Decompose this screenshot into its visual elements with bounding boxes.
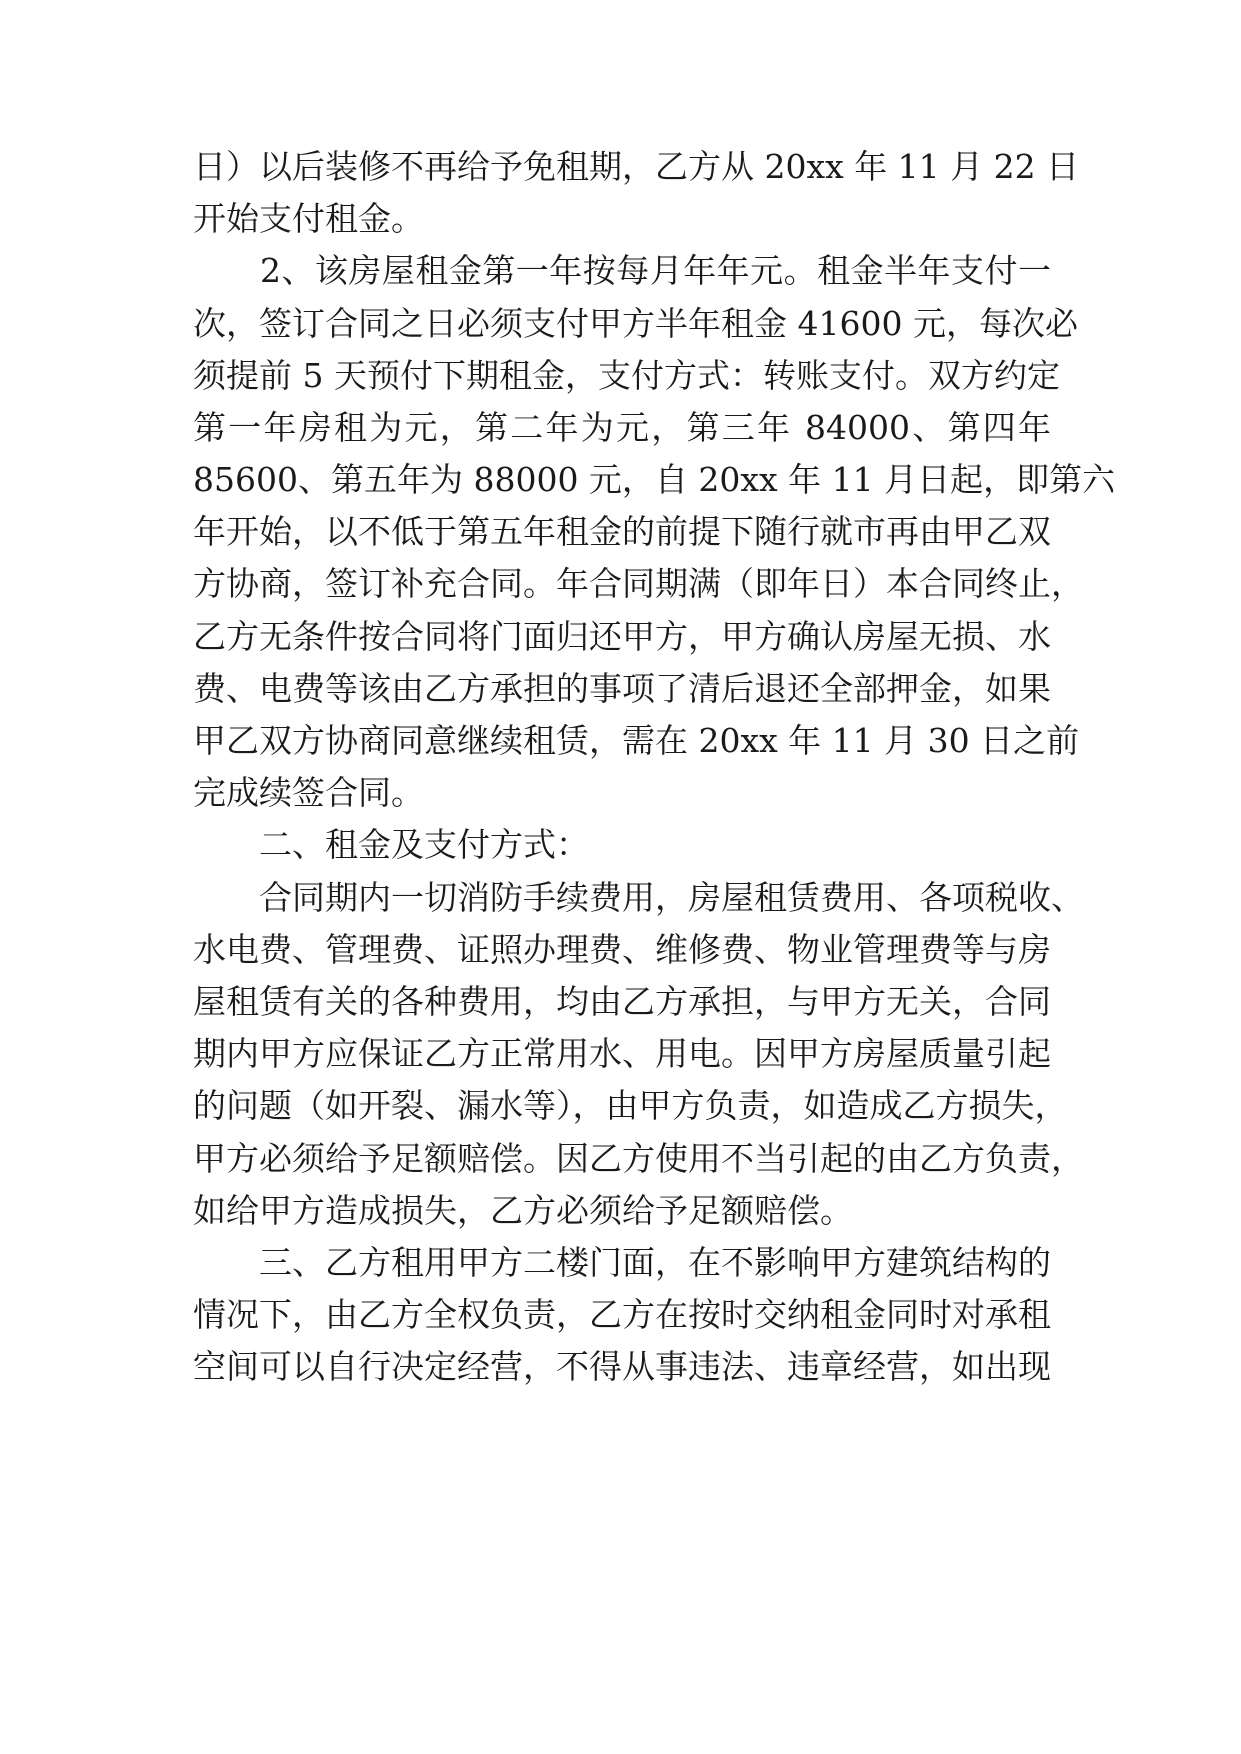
section-heading: 二、租金及支付方式： [193, 825, 589, 864]
text-line: 甲乙双方协商同意继续租赁，需在 20xx 年 11 月 30 日之前 [193, 721, 1080, 760]
text-line: 开始支付租金。 [193, 199, 424, 238]
text-line: 85600、第五年为 88000 元，自 20xx 年 11 月日起，即第六 [193, 460, 1116, 499]
text-line: 三、乙方租用甲方二楼门面，在不影响甲方建筑结构的 [193, 1243, 1051, 1282]
text-line: 水电费、管理费、证照办理费、维修费、物业管理费等与房 [193, 930, 1051, 969]
text-line: 期内甲方应保证乙方正常用水、用电。因甲方房屋质量引起 [193, 1034, 1051, 1073]
text-line: 空间可以自行决定经营，不得从事违法、违章经营，如出现 [193, 1347, 1051, 1386]
text-line: 屋租赁有关的各种费用，均由乙方承担，与甲方无关，合同 [193, 982, 1051, 1021]
text-line: 合同期内一切消防手续费用，房屋租赁费用、各项税收、 [193, 878, 1084, 917]
text-line: 日）以后装修不再给予免租期，乙方从 20xx 年 11 月 22 日 [193, 147, 1080, 186]
text-line: 方协商，签订补充合同。年合同期满（即年日）本合同终止， [193, 564, 1084, 603]
text-line: 完成续签合同。 [193, 773, 424, 812]
text-line: 第一年房租为元，第二年为元，第三年 84000、第四年 [193, 408, 1051, 447]
text-line: 年开始，以不低于第五年租金的前提下随行就市再由甲乙双 [193, 512, 1051, 551]
text-line: 费、电费等该由乙方承担的事项了清后退还全部押金，如果 [193, 669, 1051, 708]
text-line: 2、该房屋租金第一年按每月年年元。租金半年支付一 [193, 251, 1051, 290]
text-line: 次，签订合同之日必须支付甲方半年租金 41600 元，每次必 [193, 304, 1078, 343]
text-line: 须提前 5 天预付下期租金，支付方式：转账支付。双方约定 [193, 356, 1060, 395]
text-line: 如给甲方造成损失，乙方必须给予足额赔偿。 [193, 1191, 853, 1230]
text-line: 乙方无条件按合同将门面归还甲方，甲方确认房屋无损、水 [193, 617, 1051, 656]
text-line: 的问题（如开裂、漏水等），由甲方负责，如造成乙方损失， [193, 1086, 1068, 1125]
text-line: 甲方必须给予足额赔偿。因乙方使用不当引起的由乙方负责， [193, 1139, 1084, 1178]
text-line: 情况下，由乙方全权负责，乙方在按时交纳租金同时对承租 [193, 1295, 1051, 1334]
